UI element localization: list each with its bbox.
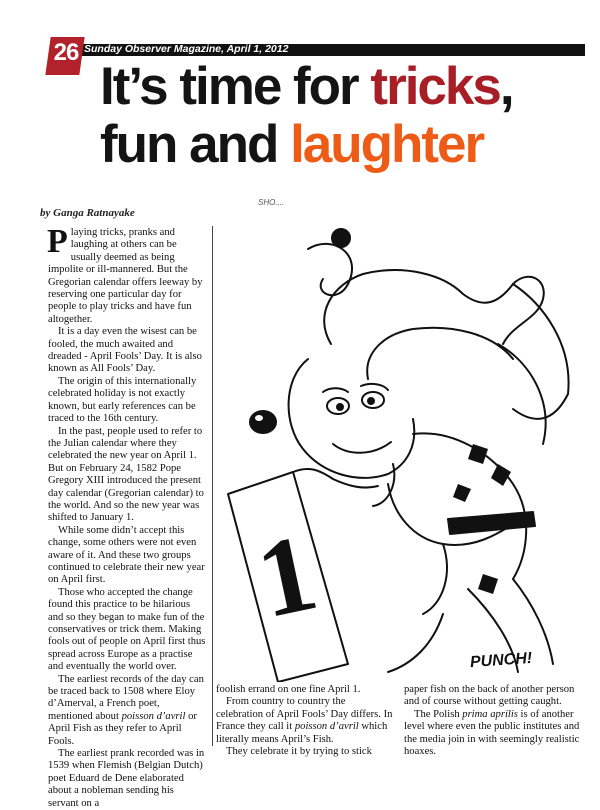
paragraph: Playing tricks, pranks and laughing at others can be usually deemed as being impolite or ill-mannered. But the Gregorian calendar offers leeway by reserving one particular day for people to play tricks and have fun altogether.	[47, 223, 203, 325]
jester-illustration	[213, 194, 593, 682]
article-column-3	[404, 684, 582, 758]
paragraph: The earliest records of the day can be traced back to 1508 where Eloy d’Amerval, a French poet, mentioned about poisson d’avril or April Fish as they refer to April Fools.	[48, 673, 204, 747]
paragraph: The origin of this internationally celebrated holiday is not exactly known, but early references can be traced to the 16th century.	[48, 375, 197, 425]
paragraph: While some didn’t accept this change, some others were not even aware of it. And these two groups continued to celebrate their new year on April first.	[48, 524, 205, 586]
paragraph: They celebrate it by trying to stick	[226, 746, 372, 758]
paragraph: paper fish on the back of another person and of course without getting caught.	[404, 684, 575, 708]
paragraph: From country to country the celebration of April Fools’ Day differs. In France they call it poisson d’avril which literally means April’s Fish.	[216, 696, 393, 745]
artist-mark: SHO....	[258, 198, 285, 207]
paragraph: foolish errand on one fine April 1.	[216, 684, 361, 695]
article-column-1	[47, 223, 206, 810]
headline-word-laughter: laughter	[290, 115, 484, 174]
headline-line2: fun and laughter	[100, 115, 484, 174]
drop-cap: P	[47, 223, 68, 260]
paragraph: The Polish prima aprilis is of another level where even the public institutes and the media join in with seemingly realistic hoaxes.	[404, 708, 580, 758]
headline-word-tricks: tricks	[370, 57, 500, 116]
byline: by Ganga Ratnayake	[40, 207, 135, 219]
page-number: 26	[53, 39, 79, 66]
paragraph: Those who accepted the change found this practice to be hilarious and so they began to make fun of the conservatives or trick them. Making fools out of people on April first thus spread across Europe as a practise and eventually the world over.	[48, 586, 206, 673]
paragraph: In the past, people used to refer to the Julian calendar where they celebrated the new year on April 1. But on February 24, 1582 Pope Gregory XIII introduced the present day calendar (Gregorian calendar) to the world. And so the new year was shifted to January 1.	[48, 425, 204, 524]
artist-signature: PUNCH!	[469, 649, 533, 672]
paragraph: It is a day even the wisest can be fooled, the much awaited and dreaded - April Fools’ Day. It is also known as All Fools’ Day.	[48, 326, 202, 375]
article-column-2	[216, 684, 394, 758]
paragraph: The earliest prank recorded was in 1539 when Flemish (Belgian Dutch) poet Eduard de Dene elaborated about a nobleman sending his servant on a	[48, 748, 205, 809]
card-number: 1	[247, 510, 327, 642]
publication-line: Sunday Observer Magazine, April 1, 2012	[84, 43, 289, 55]
headline-line1: It’s time for tricks,	[100, 57, 513, 116]
headline	[100, 58, 580, 174]
